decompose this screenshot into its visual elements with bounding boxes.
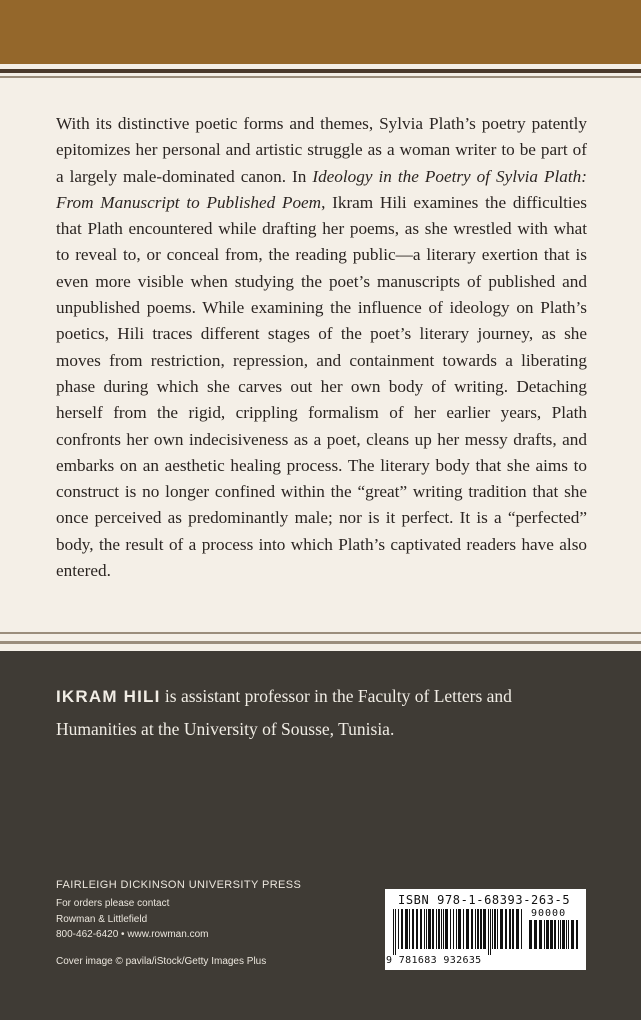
barcode-bar: [544, 920, 545, 949]
barcode-bar: [401, 909, 403, 949]
publisher-name: FAIRLEIGH DICKINSON UNIVERSITY PRESS: [56, 879, 302, 891]
isbn-label: ISBN 978-1-68393-263-5: [398, 893, 571, 907]
author-bio-text: is assistant professor in the Faculty of Letters and Humanities at the University of Sousse, Tunisia.: [56, 686, 512, 739]
barcode-bar: [445, 909, 448, 949]
addon-digits: 90000: [531, 908, 567, 919]
barcode-bar: [492, 909, 493, 949]
barcode-bar: [483, 909, 486, 949]
barcode-bar: [500, 909, 503, 949]
barcode-bar: [566, 920, 567, 949]
barcode-bar: [576, 920, 578, 949]
barcode-bar: [405, 909, 408, 949]
barcode-bar: [412, 909, 414, 949]
barcode-bar: [471, 909, 473, 949]
barcode-bar: [560, 920, 561, 949]
orders-line-3: 800-462-6420 • www.rowman.com: [56, 929, 209, 940]
barcode-bar: [516, 909, 519, 949]
barcode-bar: [436, 909, 437, 949]
barcode-bar: [416, 909, 418, 949]
orders-line-1: For orders please contact: [56, 898, 170, 909]
bottom-rule-2: [0, 641, 641, 644]
barcode-bar: [441, 909, 442, 949]
top-rule-thin: [0, 76, 641, 78]
barcode-bar: [512, 909, 514, 949]
bottom-rule-1: [0, 632, 641, 634]
barcode-bar: [480, 909, 482, 949]
addon-barcode-bars: [528, 920, 580, 955]
barcode-bar: [534, 920, 537, 949]
barcode-bar: [393, 909, 394, 955]
barcode-bar: [521, 909, 522, 949]
barcode-bar: [466, 909, 469, 949]
barcode-bar: [450, 909, 451, 949]
orders-contact: [56, 896, 208, 943]
barcode-bar: [554, 920, 556, 949]
barcode-bar: [568, 920, 569, 949]
ean-barcode-bars: [392, 909, 524, 955]
barcode-bar: [426, 909, 427, 949]
barcode-bar: [453, 909, 454, 949]
book-description: [56, 111, 587, 584]
barcode-bar: [509, 909, 511, 949]
description-part-1: With its distinctive poetic forms and themes, Sylvia Plath’s poetry patently epitomizes her personal and artistic struggle as a woman writer to be part of a largely male-dominated canon. In: [56, 114, 587, 186]
barcode-bar: [438, 909, 440, 949]
barcode-bar: [490, 909, 491, 955]
barcode-bar: [463, 909, 464, 949]
barcode-bar: [458, 909, 461, 949]
cover-image-credit: Cover image © pavila/iStock/Getty Images Plus: [56, 956, 267, 967]
barcode-bar: [398, 909, 399, 949]
orders-line-2: Rowman & Littlefield: [56, 913, 148, 925]
barcode-bar: [477, 909, 479, 949]
barcode-bar: [546, 920, 549, 949]
barcode-bar: [497, 909, 498, 949]
barcode-bar: [456, 909, 457, 949]
author-name: IKRAM HILI: [56, 687, 161, 706]
author-bio: [56, 680, 596, 745]
barcode-bar: [488, 909, 489, 955]
barcode-bar: [424, 909, 425, 949]
barcode-bar: [494, 909, 496, 949]
barcode-bar: [432, 909, 434, 949]
barcode-bar: [409, 909, 410, 949]
barcode-bar: [550, 920, 553, 949]
barcode-bar: [529, 920, 532, 949]
barcode-bar: [475, 909, 476, 949]
ean-digits: 9 781683 932635: [386, 955, 482, 966]
barcode-bar: [571, 920, 574, 949]
barcode-bar: [443, 909, 444, 949]
barcode-bar: [395, 909, 396, 955]
description-part-2: , Ikram Hili examines the difficulties that Plath encountered while drafting her poems, as she wrestled with what to reveal to, or conceal from, the reading public—a literary exertion that is even more visible when studying the poet’s manuscripts of published and unpublished poems. While examining the influence of ideology on Plath’s poetics, Hili traces different stages of the poet’s literary journey, as she moves from restriction, repression, and containment towards a liberating phase during which she carves out her own body of writing. Detaching herself from the rigid, crippling formalism of her earlier years, Plath confronts her own indecisiveness as a poet, cleans up her messy drafts, and embarks on an aesthetic healing process. The literary body that she aims to construct is no longer confined within the “great” writing tradition that she once perceived as predominantly male; nor is it perfect. It is a “perfected” body, the result of a process into which Plath’s captivated readers have also entered.: [56, 192, 587, 581]
barcode-bar: [539, 920, 542, 949]
barcode-bar: [428, 909, 431, 949]
barcode-bar: [558, 920, 559, 949]
book-title-italic: Ideology in the Poetry of Sylvia Plath: From Manuscript to Published Poem: [56, 166, 587, 212]
barcode-bar: [562, 920, 565, 949]
top-color-band: [0, 0, 641, 64]
barcode-bar: [420, 909, 422, 949]
barcode-bar: [505, 909, 507, 949]
